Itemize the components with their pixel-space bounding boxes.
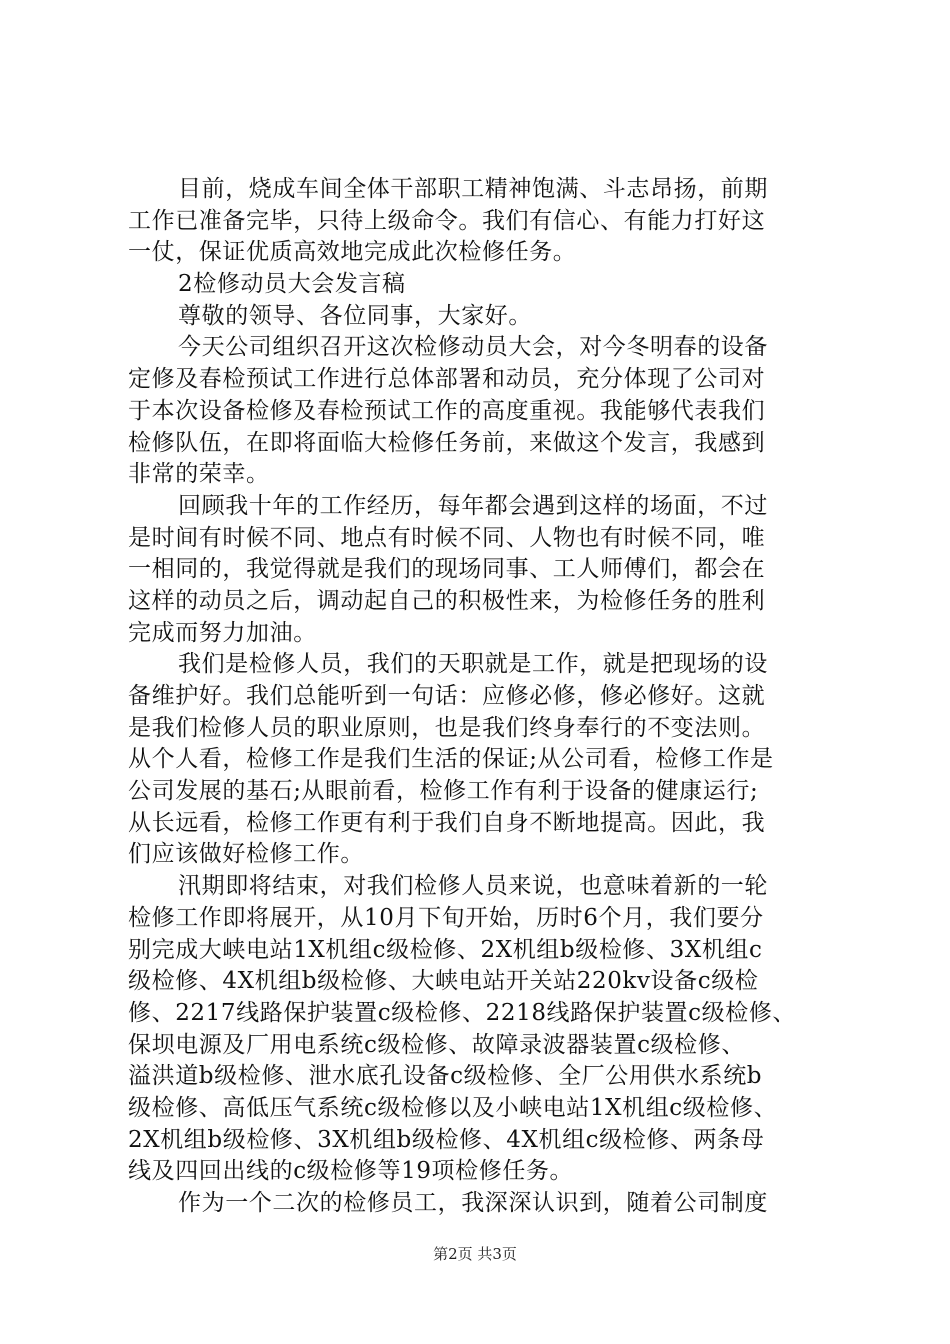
text-line: 修、2217线路保护装置c级检修、2218线路保护装置c级检修、: [128, 999, 797, 1026]
text-line: 从个人看，检修工作是我们生活的保证;从公司看，检修工作是: [128, 746, 774, 773]
text-line: 汛期即将结束，对我们检修人员来说，也意味着新的一轮: [178, 873, 768, 900]
text-line: 检修工作即将展开，从10月下旬开始，历时6个月，我们要分: [128, 904, 764, 931]
text-line: 公司发展的基石;从眼前看，检修工作有利于设备的健康运行;: [128, 778, 759, 805]
text-line: 2检修动员大会发言稿: [178, 271, 406, 298]
text-line: 工作已准备完毕，只待上级命令。我们有信心、有能力打好这: [128, 207, 766, 234]
text-line: 是时间有时候不同、地点有时候不同、人物也有时候不同，唯: [128, 524, 766, 551]
text-line: 作为一个二次的检修员工，我深深认识到，随着公司制度: [178, 1190, 768, 1216]
text-line: 一相同的，我觉得就是我们的现场同事、工人师傅们，都会在: [128, 556, 766, 583]
text-line: 今天公司组织召开这次检修动员大会，对今冬明春的设备: [178, 334, 768, 361]
text-line: 尊敬的领导、各位同事，大家好。: [178, 302, 532, 329]
text-line: 完成而努力加油。: [128, 619, 317, 646]
text-line: 保坝电源及厂用电系统c级检修、故障录波器装置c级检修、: [128, 1031, 745, 1058]
text-line: 从长远看，检修工作更有利于我们自身不断地提高。因此，我: [128, 809, 766, 836]
text-line: 线及四回出线的c级检修等19项检修任务。: [128, 1158, 574, 1185]
text-line: 目前，烧成车间全体干部职工精神饱满、斗志昂扬，前期: [178, 176, 768, 202]
text-line: 备维护好。我们总能听到一句话：应修必修，修必修好。这就: [128, 683, 766, 709]
text-line: 级检修、高低压气系统c级检修以及小峡电站1X机组c级检修、: [128, 1094, 778, 1121]
text-line: 回顾我十年的工作经历，每年都会遇到这样的场面，不过: [178, 492, 768, 519]
document-body: [128, 174, 838, 1220]
text-line: 2X机组b级检修、3X机组b级检修、4X机组c级检修、两条母: [128, 1126, 765, 1153]
text-line: 级检修、4X机组b级检修、大峡电站开关站220kv设备c级检: [128, 968, 759, 995]
text-line: 于本次设备检修及春检预试工作的高度重视。我能够代表我们: [128, 397, 766, 424]
text-line: 这样的动员之后，调动起自己的积极性来，为检修任务的胜利: [128, 587, 766, 614]
page-footer: 第2页 共3页: [433, 1245, 517, 1263]
text-line: 溢洪道b级检修、泄水底孔设备c级检修、全厂公用供水系统b: [128, 1063, 763, 1090]
text-line: 是我们检修人员的职业原则，也是我们终身奉行的不变法则。: [128, 714, 766, 741]
text-line: 一仗，保证优质高效地完成此次检修任务。: [128, 239, 577, 266]
text-line: 别完成大峡电站1X机组c级检修、2X机组b级检修、3X机组c: [128, 936, 763, 963]
text-line: 非常的荣幸。: [128, 461, 270, 488]
text-line: 们应该做好检修工作。: [128, 841, 364, 868]
text-line: 检修队伍，在即将面临大检修任务前，来做这个发言，我感到: [128, 429, 766, 456]
text-line: 我们是检修人员，我们的天职就是工作，就是把现场的设: [178, 651, 768, 678]
text-line: 定修及春检预试工作进行总体部署和动员，充分体现了公司对: [128, 366, 766, 393]
